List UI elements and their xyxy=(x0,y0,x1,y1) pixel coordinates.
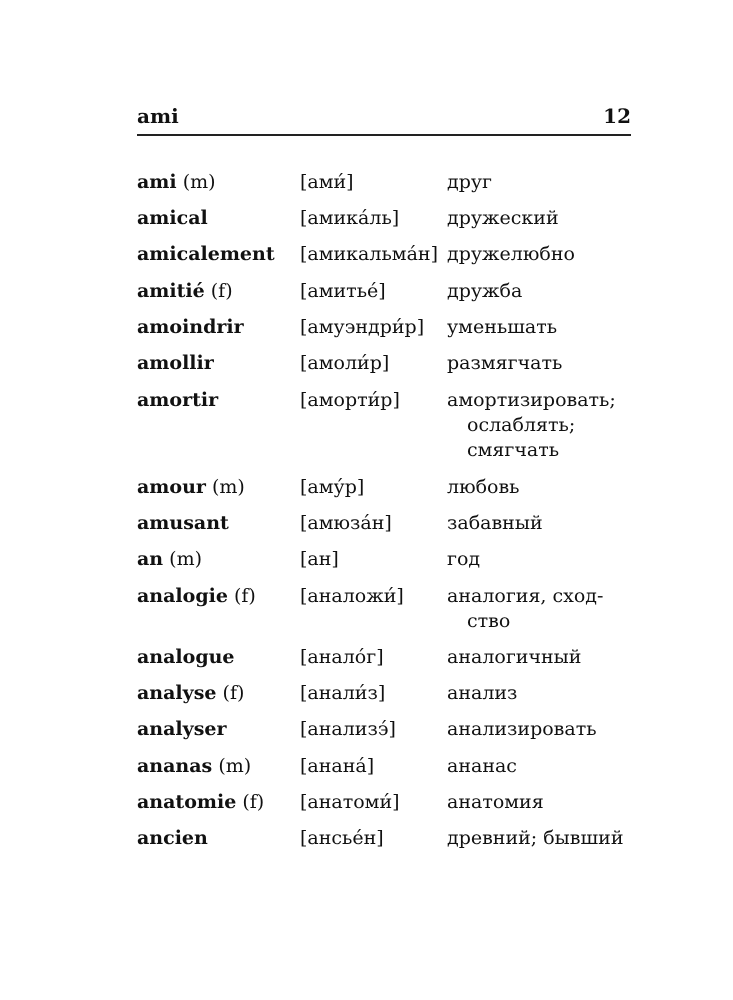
dictionary-entry xyxy=(137,584,637,645)
entry-headword xyxy=(137,388,218,413)
entry-translation xyxy=(447,315,637,340)
translation-line: анализ xyxy=(447,682,518,704)
headword-text: amical xyxy=(137,207,208,229)
entry-headword xyxy=(137,754,251,779)
entry-translation xyxy=(447,826,637,851)
translation-line: смягчать xyxy=(467,439,560,461)
dictionary-entry xyxy=(137,826,637,862)
dictionary-entries xyxy=(137,170,637,862)
translation-line: год xyxy=(447,548,481,570)
dictionary-entry xyxy=(137,170,637,206)
entry-pronunciation: [аму́р] xyxy=(300,476,365,498)
headword-text: ancien xyxy=(137,827,208,849)
translation-line: аналогичный xyxy=(447,646,582,668)
dictionary-entry xyxy=(137,754,637,790)
entry-translation xyxy=(447,242,637,267)
entry-headword xyxy=(137,511,229,536)
entry-pronunciation: [ами́] xyxy=(300,171,354,193)
entry-translation xyxy=(447,547,637,572)
entry-pronunciation: [амика́ль] xyxy=(300,207,400,229)
entry-translation xyxy=(447,790,637,815)
entry-pronunciation: [ан] xyxy=(300,548,339,570)
dictionary-entry xyxy=(137,790,637,826)
header-word: ami xyxy=(137,104,179,128)
dictionary-entry xyxy=(137,475,637,511)
headword-text: analogue xyxy=(137,646,235,668)
translation-line: амортизировать; xyxy=(447,389,616,411)
translation-line: размягчать xyxy=(447,352,563,374)
headword-text: ami xyxy=(137,171,177,193)
entry-translation xyxy=(447,584,637,634)
translation-line: дружба xyxy=(447,280,523,302)
entry-headword xyxy=(137,681,244,706)
entry-translation xyxy=(447,681,637,706)
translation-line: древний; бывший xyxy=(447,827,624,849)
entry-headword xyxy=(137,351,214,376)
entry-headword xyxy=(137,315,244,340)
dictionary-entry xyxy=(137,206,637,242)
entry-pronunciation: [амитье́] xyxy=(300,280,386,302)
entry-pronunciation: [анана́] xyxy=(300,755,375,777)
entry-headword xyxy=(137,584,256,609)
entry-pronunciation: [амикальма́н] xyxy=(300,243,438,265)
translation-line: ананас xyxy=(447,755,517,777)
headword-text: ananas xyxy=(137,755,213,777)
entry-pronunciation: [анали́з] xyxy=(300,682,386,704)
entry-pronunciation: [амуэндри́р] xyxy=(300,316,425,338)
dictionary-entry xyxy=(137,681,637,717)
dictionary-entry xyxy=(137,315,637,351)
headword-text: amoindrir xyxy=(137,316,244,338)
header-rule xyxy=(137,134,631,136)
entry-headword xyxy=(137,242,275,267)
gender-marker: (f) xyxy=(210,280,233,302)
gender-marker: (m) xyxy=(211,476,245,498)
headword-text: an xyxy=(137,548,164,570)
headword-text: amicalement xyxy=(137,243,275,265)
entry-translation xyxy=(447,388,637,463)
translation-line: дружеский xyxy=(447,207,559,229)
entry-headword xyxy=(137,717,227,742)
entry-pronunciation: [анатоми́] xyxy=(300,791,400,813)
entry-translation xyxy=(447,754,637,779)
entry-pronunciation: [ансье́н] xyxy=(300,827,384,849)
gender-marker: (f) xyxy=(233,585,256,607)
entry-translation xyxy=(447,351,637,376)
dictionary-entry xyxy=(137,242,637,279)
headword-text: amusant xyxy=(137,512,229,534)
entry-headword xyxy=(137,170,216,195)
dictionary-entry xyxy=(137,388,637,475)
headword-text: amour xyxy=(137,476,206,498)
entry-translation xyxy=(447,511,637,536)
entry-pronunciation: [анало́г] xyxy=(300,646,384,668)
entry-headword xyxy=(137,826,208,851)
gender-marker: (f) xyxy=(222,682,245,704)
entry-headword xyxy=(137,279,233,304)
entry-pronunciation: [амюза́н] xyxy=(300,512,392,534)
gender-marker: (m) xyxy=(218,755,252,777)
translation-line: друг xyxy=(447,171,492,193)
headword-text: amollir xyxy=(137,352,214,374)
translation-line: любовь xyxy=(447,476,520,498)
headword-text: amitié xyxy=(137,280,205,302)
translation-line: уменьшать xyxy=(447,316,558,338)
entry-headword xyxy=(137,645,235,670)
entry-pronunciation: [амоли́р] xyxy=(300,352,390,374)
dictionary-entry xyxy=(137,279,637,315)
headword-text: analyse xyxy=(137,682,217,704)
entry-headword xyxy=(137,790,264,815)
entry-headword xyxy=(137,547,202,572)
entry-pronunciation: [аморти́р] xyxy=(300,389,400,411)
dictionary-entry xyxy=(137,511,637,547)
headword-text: amortir xyxy=(137,389,219,411)
translation-line: дружелюбно xyxy=(447,243,575,265)
entry-translation xyxy=(447,475,637,500)
entry-translation xyxy=(447,717,637,742)
entry-translation xyxy=(447,170,637,195)
dictionary-entry xyxy=(137,717,637,754)
gender-marker: (m) xyxy=(182,171,216,193)
dictionary-entry xyxy=(137,351,637,388)
entry-translation xyxy=(447,279,637,304)
entry-translation xyxy=(447,645,637,670)
dictionary-entry xyxy=(137,645,637,681)
entry-translation xyxy=(447,206,637,231)
gender-marker: (m) xyxy=(169,548,203,570)
entry-pronunciation: [аналожи́] xyxy=(300,585,404,607)
translation-line: ослаблять; xyxy=(467,414,576,436)
headword-text: analyser xyxy=(137,718,227,740)
entry-pronunciation: [анализэ́] xyxy=(300,718,396,740)
translation-line: забавный xyxy=(447,512,543,534)
translation-line: анатомия xyxy=(447,791,544,813)
running-header xyxy=(137,104,631,130)
headword-text: anatomie xyxy=(137,791,237,813)
dictionary-entry xyxy=(137,547,637,584)
headword-text: analogie xyxy=(137,585,228,607)
translation-line: ство xyxy=(467,610,511,632)
gender-marker: (f) xyxy=(242,791,265,813)
entry-headword xyxy=(137,475,245,500)
page-number: 12 xyxy=(603,104,631,128)
translation-line: анализировать xyxy=(447,718,597,740)
translation-line: аналогия, сход- xyxy=(447,585,604,607)
entry-headword xyxy=(137,206,208,231)
